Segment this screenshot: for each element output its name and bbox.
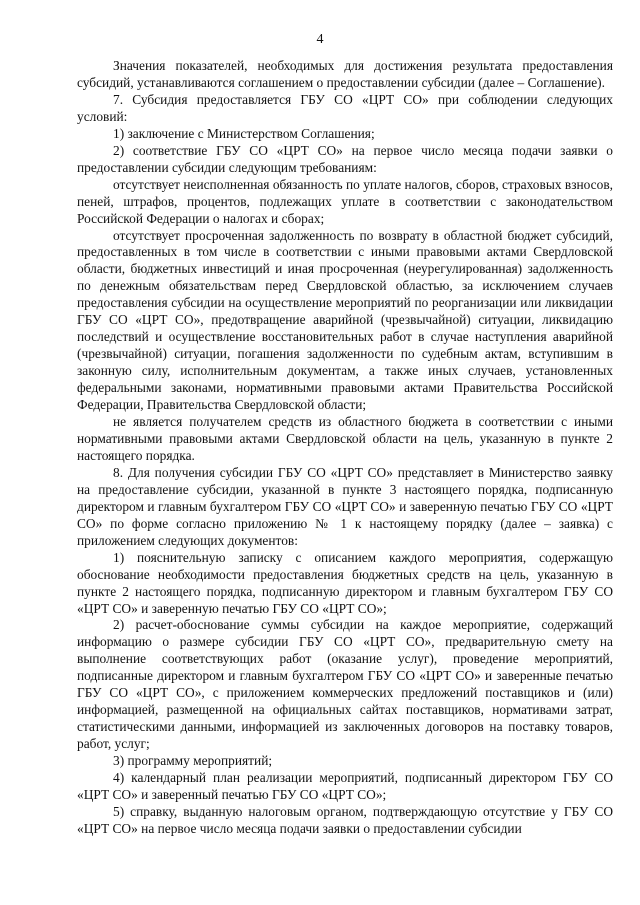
paragraph-clause-8-item-2: 2) расчет-обоснование суммы субсидии на каждое мероприятие, содержащий информацию о размере субсидии ГБУ СО «ЦРТ СО», предварительную смету на выполнение соответствующих работ (оказание услуг), проведение мероприятий, подписанные директором и главным бухгалтером ГБУ СО «ЦРТ СО» и заверенные печатью ГБУ СО «ЦРТ СО», с приложением коммерческих предложений поставщиков и (или) информацией, размещенной на официальных сайтах поставщиков, нормативами затрат, статистическими данными, информацией из заключенных договоров на поставку товаров, работ, услуг; bbox=[77, 617, 613, 752]
paragraph-indicators-values: Значения показателей, необходимых для достижения результата предоставления субсидий, устанавливаются соглашением о предоставлении субсидии (далее – Соглашение). bbox=[77, 58, 613, 90]
paragraph-requirement-not-recipient: не является получателем средств из областного бюджета в соответствии с иными нормативными правовыми актами Свердловской области на цель, указанную в пункте 2 настоящего порядка. bbox=[77, 414, 613, 463]
document-body bbox=[77, 58, 613, 838]
page-number: 4 bbox=[316, 32, 324, 47]
paragraph-clause-8-item-4: 4) календарный план реализации мероприятий, подписанный директором ГБУ СО «ЦРТ СО» и заверенный печатью ГБУ СО «ЦРТ СО»; bbox=[77, 770, 613, 802]
paragraph-clause-8-item-5: 5) справку, выданную налоговым органом, подтверждающую отсутствие у ГБУ СО «ЦРТ СО» на первое число месяца подачи заявки о предоставлении субсидии bbox=[77, 803, 613, 836]
paragraph-clause-8-item-3: 3) программу мероприятий; bbox=[113, 753, 273, 769]
paragraph-requirement-debt: отсутствует просроченная задолженность по возврату в областной бюджет субсидий, предоставленных в том числе в соответствии с иными правовыми актами Свердловской области, бюджетных инвестиций и иная просроченная (неурегулированная) задолженность по денежным обязательствам перед Свердловской областью, за исключением случаев предоставления субсидии на осуществление мероприятий по реорганизации или ликвидации ГБУ СО «ЦРТ СО», предотвращение аварийной (чрезвычайной) ситуации, ликвидацию последствий и осуществление восстановительных работ в случае наступления аварийной (чрезвычайной) ситуации, погашения задолженности по судебным актам, вступившим в законную силу, исполнительным документам, а также иных случаев, установленных федеральными законами, нормативными правовыми актами Правительства Российской Федерации, Правительства Свердловской области; bbox=[77, 227, 613, 413]
paragraph-clause-7-item-2: 2) соответствие ГБУ СО «ЦРТ СО» на первое число месяца подачи заявки о предоставлении субсидии следующим требованиям: bbox=[77, 142, 613, 175]
paragraph-requirement-taxes: отсутствует неисполненная обязанность по уплате налогов, сборов, страховых взносов, пеней, штрафов, процентов, подлежащих уплате в соответствии с законодательством Российской Федерации о налогах и сборах; bbox=[77, 176, 613, 226]
paragraph-clause-8: 8. Для получения субсидии ГБУ СО «ЦРТ СО» представляет в Министерство заявку на предоставление субсидии, указанной в пункте 3 настоящего порядка, подписанную директором и главным бухгалтером ГБУ СО «ЦРТ СО» и заверенную печатью ГБУ СО «ЦРТ СО» по форме согласно приложению № 1 к настоящему порядку (далее – заявка) с приложением следующих документов: bbox=[77, 464, 613, 548]
paragraph-clause-7-item-1: 1) заключение с Министерством Соглашения; bbox=[113, 125, 375, 141]
paragraph-clause-8-item-1: 1) пояснительную записку с описанием каждого мероприятия, содержащую обоснование необходимости предоставления бюджетных средств на цель, указанную в пункте 2 настоящего порядка, подписанную директором и главным бухгалтером ГБУ СО «ЦРТ СО» и заверенную печатью ГБУ СО «ЦРТ СО»; bbox=[77, 549, 613, 616]
paragraph-clause-7: 7. Субсидия предоставляется ГБУ СО «ЦРТ СО» при соблюдении следующих условий: bbox=[77, 91, 613, 124]
